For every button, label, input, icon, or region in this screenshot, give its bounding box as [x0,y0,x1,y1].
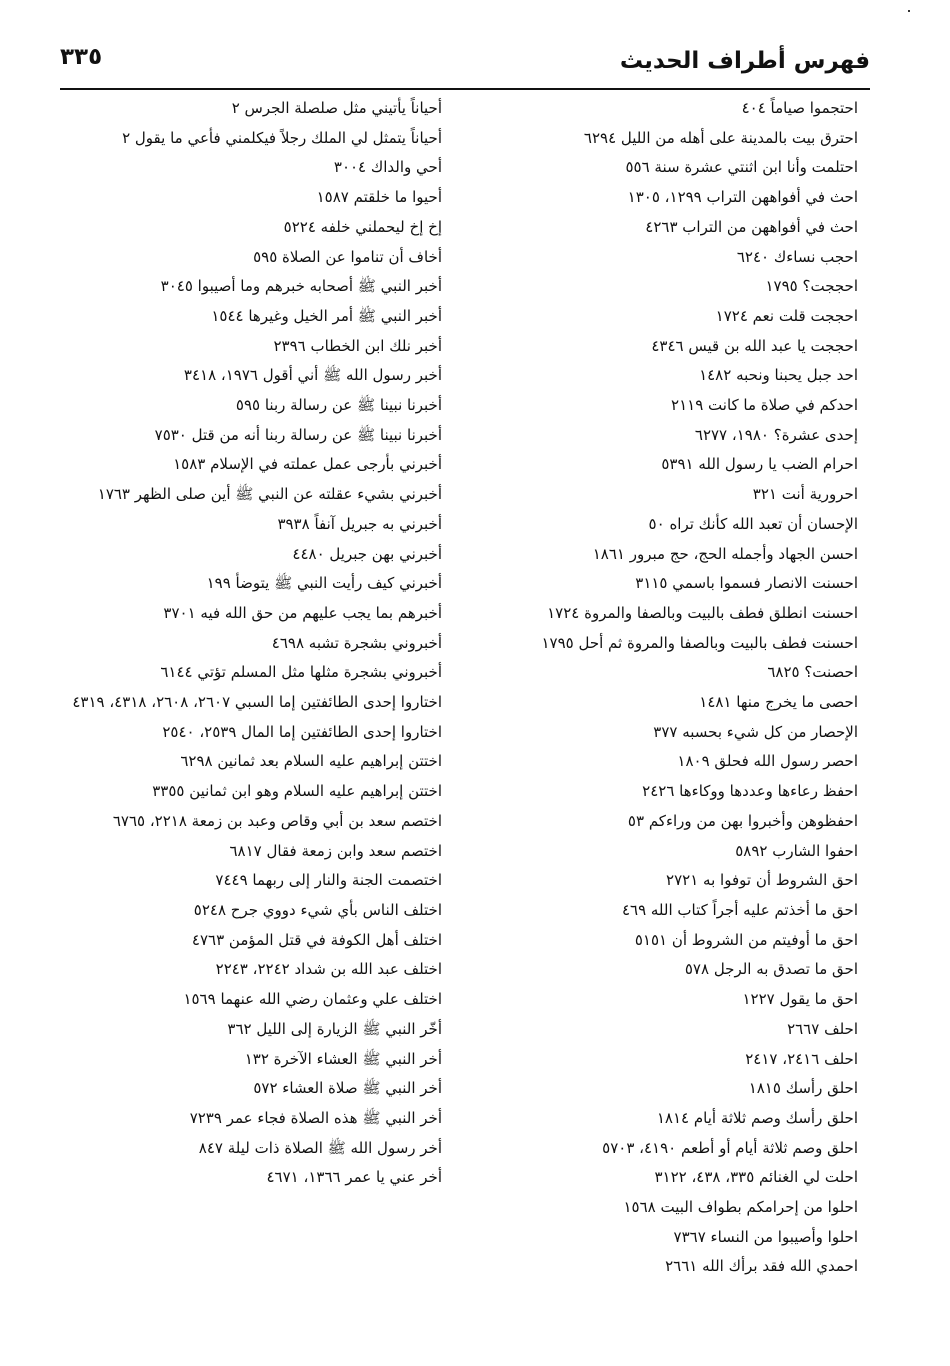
index-entry: أحياناً يأتيني مثل صلصلة الجرس ٢ [231,99,442,117]
index-entry: احلوا وأصيبوا من النساء ٧٣٦٧ [673,1227,858,1246]
index-entry: احصنت؟ ٦٨٢٥ [767,663,858,682]
index-entry: أخر النبي ﷺ صلاة العشاء ٥٧٢ [253,1079,442,1098]
index-entry: أخبرهم بما يجب عليهم من حق الله فيه ٣٧٠١ [163,603,442,622]
running-header [60,40,870,90]
index-column-right [498,94,858,1282]
index-entry: الإحصار من كل شيء بحسبه ٣٧٧ [653,722,858,741]
index-entry: احسنت انطلق فطف بالبيت وبالصفا والمروة ١٧٢٤ [547,603,858,622]
index-entry: احرام الضب يا رسول الله ٥٣٩١ [661,455,858,474]
index-entry: احث في أفواههن من التراب ٤٢٦٣ [645,217,858,236]
index-entry: احججت قلت نعم ١٧٢٤ [715,306,858,325]
index-entry: أخبروني بشجرة تشبه ٤٦٩٨ [271,633,442,652]
index-entry: أخبرني كيف رأيت النبي ﷺ يتوضأ ١٩٩ [206,574,442,593]
index-entry: احتلمت وأنا ابن اثنتي عشرة سنة ٥٥٦ [625,158,858,177]
index-entry: احفظ رعاءها وعددها ووكاءها ٢٤٢٦ [642,782,858,801]
index-column-left [42,94,442,1193]
index-entry: احلق وصم ثلاثة أيام أو أطعم ٤١٩٠، ٥٧٠٣ [602,1138,858,1157]
index-entry: احسنت فطف بالبيت وبالصفا والمروة ثم أحل ١٧٩٥ [541,633,858,652]
index-entry: احلف ٢٦٦٧ [787,1019,858,1038]
index-entry: احلف ٢٤١٦، ٢٤١٧ [745,1049,858,1068]
index-entry: إحدى عشرة؟ ١٩٨٠، ٦٢٧٧ [694,425,858,444]
index-entry: احلق رأسك ١٨١٥ [748,1079,858,1098]
index-entry: اختصم سعد بن أبي وقاص وعبد بن زمعة ٢٢١٨، ٦٧٦٥ [112,811,442,830]
index-entry: اختلف أهل الكوفة في قتل المؤمن ٤٧٦٣ [191,930,442,949]
index-entry: أخبر رسول الله ﷺ أني أقول ١٩٧٦، ٣٤١٨ [183,366,442,385]
index-entry: احسن الجهاد وأجمله الحج، حج مبرور ١٨٦١ [592,544,858,563]
index-entry: احق ما أوفيتم من الشروط أن ٥١٥١ [634,930,858,949]
index-entry: احق ما يقول ١٢٢٧ [742,990,858,1009]
index-entry: أخاف أن تناموا عن الصلاة ٥٩٥ [253,247,442,266]
index-entry: احق ما أخذتم عليه أجراً كتاب الله ٤٦٩ [621,900,858,919]
index-entry: احجب نساءك ٦٢٤٠ [736,247,858,266]
index-entry: احرورية أنت ٣٢١ [752,485,858,504]
index-entry: اختتن إبراهيم عليه السلام وهو ابن ثمانين ٣٣٥٥ [152,782,442,801]
index-entry: أخر النبي ﷺ العشاء الآخرة ١٣٢ [244,1049,442,1068]
scan-speck [908,10,910,12]
index-entry: اختلف عبد الله بن شداد ٢٢٤٢، ٢٢٤٣ [215,960,442,979]
page-title: فهرس أطراف الحديث [619,48,870,74]
index-entry: احفظوهن وأخبروا بهن من وراءكم ٥٣ [627,811,858,830]
index-entry: أخبرني بأرجى عمل عملته في الإسلام ١٥٨٣ [173,455,442,474]
index-entry: أحيوا ما خلقتم ١٥٨٧ [316,188,442,207]
index-entry: احتجموا صياماً ٤٠٤ [741,99,858,117]
index-entry: أخر النبي ﷺ هذه الصلاة فجاء عمر ٧٢٣٩ [189,1108,442,1127]
index-entry: أحي والداك ٣٠٠٤ [333,158,442,177]
index-entry: إخ إخ ليحملني خلفه ٥٢٢٤ [283,217,442,236]
index-entry: أحياناً يتمثل لي الملك رجلاً فيكلمني فأعي ما يقول ٢ [122,128,442,147]
index-entry: احق ما تصدق به الرجل ٥٧٨ [684,960,858,979]
index-entry: احمدي الله فقد برأك الله ٢٦٦١ [665,1257,858,1276]
index-entry: أخّر النبي ﷺ الزيارة إلى الليل ٣٦٢ [227,1019,442,1038]
index-entry: احصر رسول الله فحلق ١٨٠٩ [677,752,858,771]
index-entry: احترق بيت بالمدينة على أهله من الليل ٦٢٩٤ [583,128,858,147]
index-entry: احلوا من إحرامكم بطواف البيت ١٥٦٨ [623,1198,858,1217]
index-entry: أخبرني بشيء عقلته عن النبي ﷺ أين صلى الظهر ١٧٦٣ [97,485,442,504]
index-entry: الإحسان أن تعبد الله كأنك تراه ٥٠ [648,514,858,533]
index-entry: احفوا الشارب ٥٨٩٢ [735,841,858,860]
index-entry: اختاروا إحدى الطائفتين إما المال ٢٥٣٩، ٢٥٤٠ [162,722,442,741]
index-entry: احسنت الانصار فسموا باسمي ٣١١٥ [635,574,858,593]
index-entry: أخبروني بشجرة مثلها مثل المسلم تؤتي ٦١٤٤ [160,663,442,682]
index-entry: أخبر نلك ابن الخطاب ٢٣٩٦ [273,336,442,355]
index-entry: أخبر النبي ﷺ أمر الخيل وغيرها ١٥٤٤ [211,306,442,325]
index-entry: أخبر النبي ﷺ أصحابه خبرهم وما أصيبوا ٣٠٤٥ [160,277,442,296]
index-entry: احصى ما يخرج منها ١٤٨١ [699,693,858,712]
index-entry: اختلف علي وعثمان رضي الله عنهما ١٥٦٩ [183,990,442,1009]
index-entry: احججت؟ ١٧٩٥ [765,277,858,296]
index-entry: اختصم سعد وابن زمعة فقال ٦٨١٧ [229,841,442,860]
index-entry: أخر عني يا عمر ١٣٦٦، ٤٦٧١ [266,1168,442,1187]
index-entry: احلق رأسك وصم ثلاثة أيام ١٨١٤ [656,1108,858,1127]
index-entry: أخر رسول الله ﷺ الصلاة ذات ليلة ٨٤٧ [198,1138,442,1157]
page-number: ٣٣٥ [60,44,103,70]
index-entry: اختاروا إحدى الطائفتين إما السبي ٢٦٠٧، ٢٦٠٨، ٤٣١٨، ٤٣١٩ [72,693,442,712]
index-entry: اختصمت الجنة والنار إلى ربهما ٧٤٤٩ [215,871,442,890]
index-entry: احججت يا عبد الله بن قيس ٤٣٤٦ [651,336,858,355]
index-entry: احث في أفواههن التراب ١٢٩٩، ١٣٠٥ [627,188,858,207]
index-entry: احدكم في صلاة ما كانت ٢١١٩ [671,396,858,415]
index-entry: احلت لي الغنائم ٣٣٥، ٤٣٨، ٣١٢٢ [654,1168,858,1187]
index-entry: احق الشروط أن توفوا به ٢٧٢١ [666,871,858,890]
index-entry: أخبرنا نبينا ﷺ عن رسالة ربنا ٥٩٥ [235,396,442,415]
index-entry: أخبرني بهن جبريل ٤٤٨٠ [292,544,442,563]
index-entry: احد جبل يحبنا ونحبه ١٤٨٢ [699,366,858,385]
index-entry: اختتن إبراهيم عليه السلام بعد ثمانين ٦٢٩٨ [180,752,442,771]
index-entry: اختلف الناس بأي شيء دووي جرح ٥٢٤٨ [193,900,442,919]
index-entry: أخبرني به جبريل آنفاً ٣٩٣٨ [277,514,442,533]
index-entry: أخبرنا نبينا ﷺ عن رسالة ربنا أنه من قتل ٧٥٣٠ [154,425,442,444]
